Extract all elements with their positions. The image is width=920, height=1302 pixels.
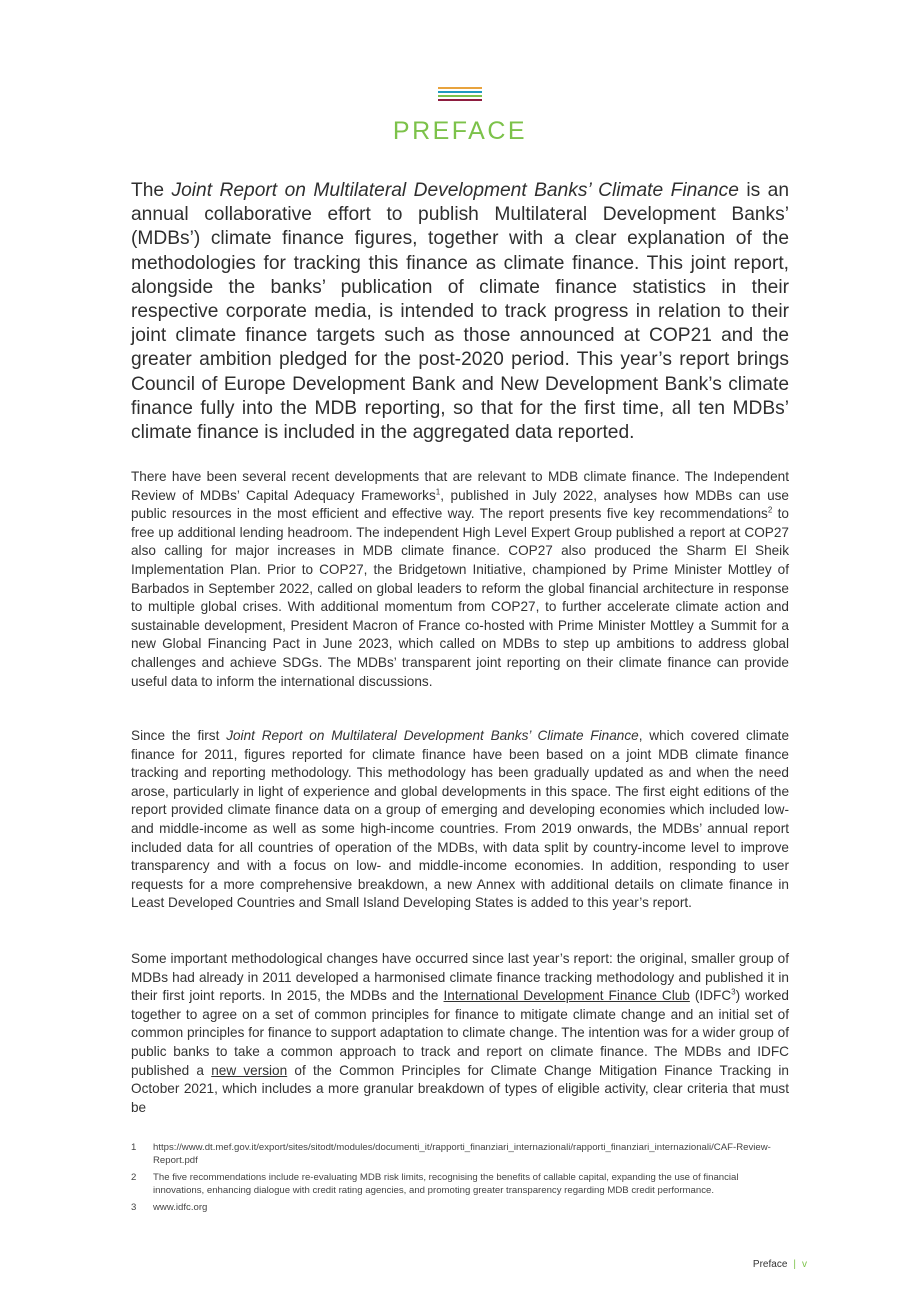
footer-section: Preface — [752, 1259, 788, 1270]
lead-text-rest: is an annual collaborative effort to publish Multilateral Development Banks’ (MDBs’) climate finance figures, together with a clear explanation of the methodologies for tracking this finance as climate finance. This joint report, alongside the banks’ publication of climate finance statistics in their respective corporate media, is intended to track progress in relation to their joint climate finance targets such as those announced at COP21 and the greater ambition pledged for the post-2020 period. This year’s report brings Council of Europe Development Bank and New Development Bank’s climate finance fully into the MDB reporting, so that for the first time, all ten MDBs’ climate finance is included in the aggregated data reported. — [131, 180, 789, 444]
footnote-number: 1 — [131, 1142, 137, 1153]
para2-text-a: Since the first — [131, 728, 227, 743]
para1-text-c: to free up additional lending headroom. The independent High Level Expert Group published a report at COP27 also calling for major increases in MDB climate finance. COP27 also produced the Sharm El Sheik Implementation Plan. Prior to COP27, the Bridgetown Initiative, championed by Prime Minister Mottley of Barbados in September 2022, called on global leaders to reform the global financial architecture in response to multiple global crises. With additional momentum from COP27, to further accelerate climate action and sustainable development, President Macron of France co-hosted with Prime Minister Mottley a Summit for a new Global Financing Pact in June 2023, which called on MDBs to step up ambitions to address global challenges and achieve SDGs. The MDBs’ transparent joint reporting on their climate finance can provide useful data to inform the international discussions. — [131, 506, 789, 689]
lead-paragraph — [131, 179, 789, 445]
idfc-link[interactable]: International Development Finance Club — [443, 988, 690, 1004]
stripe-blue — [438, 91, 482, 93]
body-paragraph-2 — [131, 727, 789, 913]
page-number: v — [802, 1259, 807, 1270]
footnotes — [131, 1142, 791, 1220]
footnote-1 — [131, 1142, 791, 1167]
footnote-number: 2 — [131, 1172, 137, 1183]
para3-text-c: ) worked together to agree on a set of common principles for finance to mitigate climate change and an initial set of common principles for finance to support adaptation to climate change. The intention was for a wider group of public banks to take a common approach to track and report on climate finance. The MDBs and IDFC published a — [131, 988, 789, 1078]
footnote-ref-3[interactable]: 3 — [731, 987, 736, 997]
body-paragraph-3 — [131, 950, 789, 1117]
footer-separator: | — [793, 1259, 796, 1270]
para3-text-b: (IDFC — [689, 988, 732, 1004]
report-title-italic: Joint Report on Multilateral Development Banks’ Climate Finance — [171, 180, 739, 201]
para3-text-d: of the Common Principles for Climate Change Mitigation Finance Tracking in October 2021, which includes a more granular breakdown of types of eligible activity, clear criteria that must be — [131, 1062, 789, 1115]
para1-text-a: There have been several recent developments that are relevant to MDB climate finance. The Independent Review of MDBs’ Capital Adequacy Frameworks — [131, 469, 789, 503]
body-paragraph-1 — [131, 468, 789, 691]
footnote-text[interactable]: https://www.dt.mef.gov.it/export/sites/sitodt/modules/documenti_it/rapporti_finanziari_internazionali/rapporti_finanziari_internazionali/CAF-Review-Report.pdf — [153, 1142, 771, 1166]
page-title: PREFACE — [392, 117, 528, 145]
para2-text-b: , which covered climate finance for 2011, figures reported for climate finance have been based on a joint MDB climate finance tracking and reporting methodology. This methodology has been gradually updated as and when the need arose, particularly in light of experience and global developments in this space. The first eight editions of the report provided climate finance data on a group of emerging and developing economies which included low- and middle-income as well as some high-income countries. From 2019 onwards, the MDBs’ annual report included data for all countries of operation of the MDBs, with data split by country-income level to improve transparency and with a focus on low- and middle-income economies. In addition, responding to user requests for a more comprehensive breakdown, a new Annex with additional details on climate finance in Least Developed Countries and Small Island Developing States is added to this year’s report. — [131, 728, 790, 911]
stripe-maroon — [438, 99, 482, 101]
footnote-text[interactable]: www.idfc.org — [153, 1202, 208, 1213]
footnote-number: 3 — [131, 1202, 137, 1213]
stripe-green — [438, 95, 482, 97]
footnote-text: The five recommendations include re-evaluating MDB risk limits, recognising the benefits of callable capital, expanding the use of financial innovations, enhancing dialogue with credit rating agencies, and promoting greater transparency regarding MDB credit performance. — [153, 1172, 739, 1196]
stripe-orange — [438, 87, 482, 89]
page-footer — [753, 1259, 807, 1270]
footnote-ref-1[interactable]: 1 — [435, 487, 441, 497]
footnote-ref-2[interactable]: 2 — [767, 505, 773, 515]
lead-text-start: The — [131, 180, 172, 201]
new-version-link[interactable]: new version — [211, 1062, 288, 1078]
decorative-stripes — [438, 87, 482, 103]
footnote-2 — [131, 1172, 791, 1197]
para3-text-a: Some important methodological changes have occurred since last year’s report: the original, smaller group of MDBs had already in 2011 developed a harmonised climate finance tracking methodology and published it in their first joint reports. In 2015, the MDBs and the — [131, 951, 789, 1004]
footnote-3 — [131, 1202, 791, 1215]
para1-text-b: , published in July 2022, analyses how MDBs can use public resources in the most efficient and effective way. The report presents five key recommendations — [131, 487, 789, 522]
para2-report-title-italic: Joint Report on Multilateral Development Banks’ Climate Finance — [226, 728, 639, 743]
